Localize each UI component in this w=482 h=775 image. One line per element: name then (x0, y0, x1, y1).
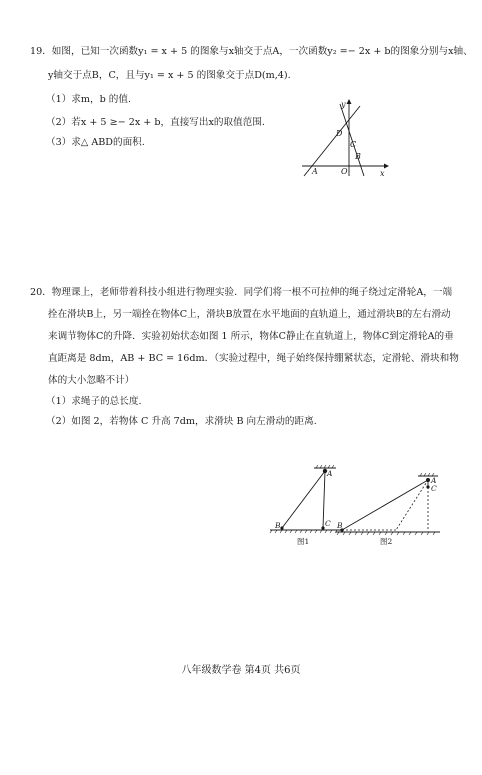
rope-AB (282, 471, 325, 528)
fig1-B-label: B (275, 521, 281, 530)
point-A-label: A (312, 167, 318, 176)
slider-B (280, 526, 283, 529)
page-footer: 八年级数学卷 第4页 共6页 (181, 665, 301, 676)
q20-figure-2 (334, 470, 444, 550)
q19-line-1: 19．如图，已知一次函数y₁ = x + 5 的图象与x轴交于点A，一次函数y₂ =− 2x + b的图象分别与x轴、 (30, 46, 473, 57)
x-axis-arrow (384, 164, 389, 169)
x-axis-label: x (380, 169, 385, 178)
q20-part-2: （2）如图 2，若物体 C 升高 7dm，求滑块 B 向左滑动的距离. (46, 416, 317, 427)
fig1-A-label: A (327, 469, 333, 478)
q20-line-3: 来调节物体C的升降．实验初始状态如图 1 所示，物体C静止在直轨道上，物体C到定滑轮A的垂 (48, 331, 454, 342)
point-B-label: B (355, 152, 361, 161)
q20-figure-1 (268, 462, 344, 548)
q20-line-4: 直距离是 8dm，AB + BC = 16dm．（实验过程中，绳子始终保持绷紧状态，定滑轮、滑块和物 (48, 353, 459, 364)
q19-line-2: y轴交于点B，C，且与y₁ = x + 5 的图象交于点D(m,4). (48, 70, 291, 81)
y-axis-arrow (347, 99, 352, 104)
q19-part-1: （1）求m，b 的值. (46, 94, 132, 105)
object-C (426, 485, 429, 488)
y-axis-label: y (341, 100, 346, 109)
point-C-label: C (350, 140, 357, 149)
q20-part-1: （1）求绳子的总长度. (46, 396, 142, 407)
q20-line-5: 体的大小忽略不计） (48, 375, 135, 386)
fig1-C-label: C (325, 519, 331, 528)
fig1-caption: 图1 (297, 537, 310, 546)
point-D-label: D (336, 129, 343, 138)
fig2-B-label: B (337, 521, 343, 530)
q19-part-3: （3）求△ ABD的面积. (46, 137, 145, 148)
q20-line-1: 20．物理课上，老师带着科技小组进行物理实验．同学们将一根不可拉伸的绳子绕过定滑轮A，一端 (30, 287, 453, 298)
q19-part-2: （2）若x + 5 ≥− 2x + b，直接写出x的取值范围. (46, 117, 265, 128)
fig2-A-label: A (431, 476, 437, 485)
q19-coordinate-figure (298, 96, 390, 178)
fig2-caption: 图2 (380, 537, 393, 546)
rope-AB-new (342, 480, 428, 530)
origin-label: O (341, 167, 348, 176)
fig2-C-label: C (431, 484, 437, 493)
q20-line-2: 拴在滑块B上，另一端拴在物体C上，滑块B放置在水平地面的直轨道上，通过滑块B的左右滑动 (48, 309, 451, 320)
rope-AB-original (396, 480, 428, 530)
